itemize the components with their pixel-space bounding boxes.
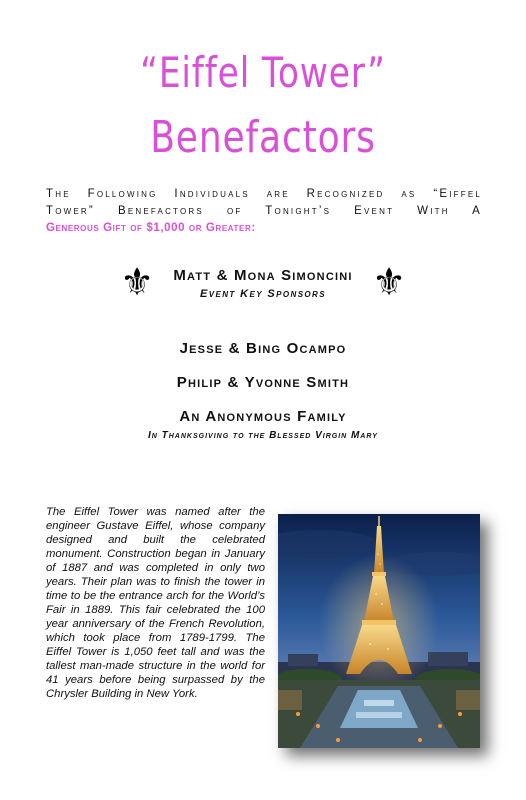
fleur-de-lis-icon: ⚜ <box>372 260 407 304</box>
intro-line2: Tower” Benefactors of Tonight’s Event With A <box>46 205 482 217</box>
eiffel-tower-illustration <box>278 514 480 748</box>
benefactor-dedication: In Thanksgiving to the Blessed Virgin Mary <box>148 430 378 441</box>
intro-highlight: Generous Gift of $1,000 or Greater: <box>46 222 256 234</box>
fleur-de-lis-icon: ⚜ <box>120 260 155 304</box>
benefactor-name: Jesse & Bing Ocampo <box>179 340 347 357</box>
intro-text <box>46 186 482 237</box>
benefactor-name: An Anonymous Family <box>179 408 347 425</box>
eiffel-tower-history-text: The Eiffel Tower was named after the engineer Gustave Eiffel, whose company designed and built the celebrated monument. Construction began in January of 1887 and was completed in only two years. Their plan was to finish the tower in time to be the entrance arch for the World’s Fair in 1889. This fair celebrated the 100 year anniversary of the French Revolution, which took place from 1789-1799. The Eiffel Tower is 1,050 feet tall and was the tallest man-made structure in the world for 41 years before being surpassed by the Chrysler Building in New York. <box>46 506 265 700</box>
page-title-line1: “Eiffel Tower” <box>140 48 386 97</box>
intro-line1: The Following Individuals are Recognized as “Eiffel <box>46 188 482 200</box>
eiffel-tower-photo <box>278 514 480 748</box>
benefactor-name: Philip & Yvonne Smith <box>176 374 350 391</box>
sponsor-subtitle: Event Key Sponsors <box>200 288 326 300</box>
page-title-line2: Benefactors <box>150 112 376 163</box>
sponsor-name: Matt & Mona Simoncini <box>173 267 353 284</box>
